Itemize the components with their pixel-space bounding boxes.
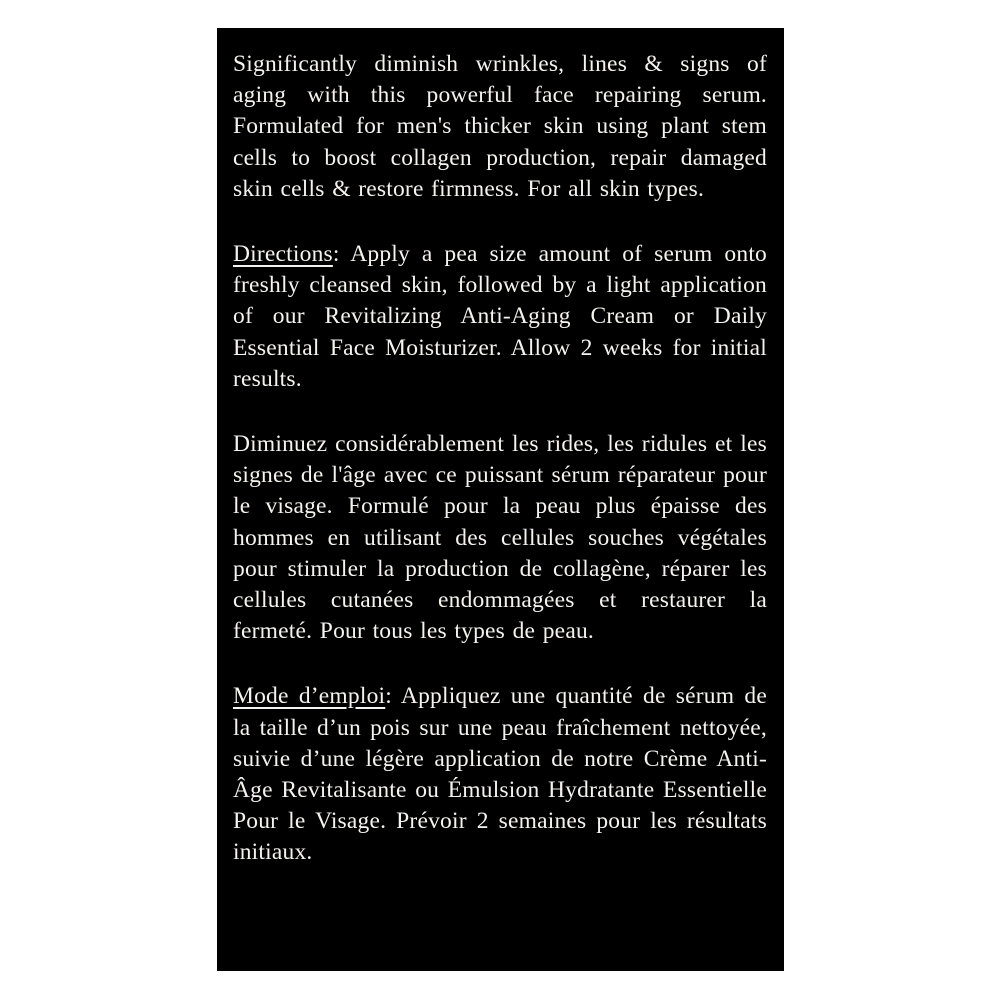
mode-demploi-body: Appliquez une quantité de sérum de la taille d’un pois sur une peau fraîchement nettoyée, suivie d’une légère application de notre Crème Anti-Âge Revitalisante ou Émulsion Hydratante Essentielle Pour le Visage. Prévoir 2 semaines pour les résultats initiaux. [233, 683, 767, 866]
english-description-text: Significantly diminish wrinkles, lines & signs of aging with this powerful face repairing serum. Formulated for men's thicker skin using plant stem cells to boost collagen production, repair damaged skin cells & restore firmness. For all skin types. [233, 51, 767, 202]
french-description-paragraph [233, 429, 767, 647]
directions-heading: Directions [233, 241, 333, 268]
mode-demploi-colon: : [385, 683, 401, 710]
french-description-text: Diminuez considérablement les rides, les ridules et les signes de l'âge avec ce puissant sérum réparateur pour le visage. Formulé pour la peau plus épaisse des hommes en utilisant des cellules souches végétales pour stimuler la production de collagène, réparer les cellules cutanées endommagées et restaurer la fermeté. Pour tous les types de peau. [233, 431, 767, 645]
mode-demploi-paragraph [233, 681, 767, 868]
directions-paragraph [233, 239, 767, 395]
directions-colon: : [332, 241, 351, 268]
english-description-paragraph [233, 49, 767, 205]
product-label-panel [217, 28, 784, 971]
mode-demploi-heading: Mode d’emploi [233, 683, 386, 710]
directions-body: Apply a pea size amount of serum onto freshly cleansed skin, followed by a light application of our Revitalizing Anti-Aging Cream or Daily Essential Face Moisturizer. Allow 2 weeks for initial results. [233, 241, 768, 392]
